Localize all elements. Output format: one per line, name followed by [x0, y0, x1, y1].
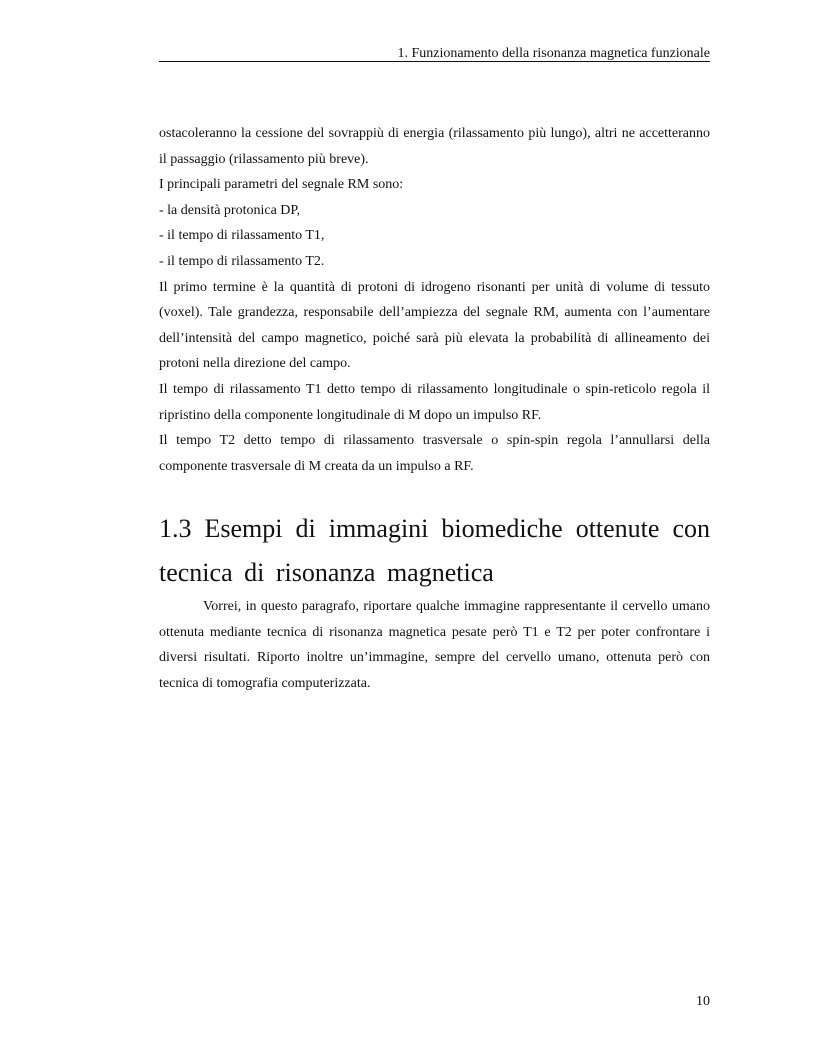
- paragraph-t2: Il tempo T2 detto tempo di rilassamento trasversale o spin-spin regola l’annullarsi della componente trasversale di M creata da un impulso a RF.: [159, 433, 710, 474]
- paragraph-relaxation-intro: ostacoleranno la cessione del sovrappiù di energia (rilassamento più lungo), altri ne accetteranno il passaggio (rilassamento più breve).: [159, 126, 710, 167]
- paragraph-t1: Il tempo di rilassamento T1 detto tempo di rilassamento longitudinale o spin-reticolo regola il ripristino della componente longitudinale di M dopo un impulso RF.: [159, 381, 710, 423]
- list-item-dp: - la densità protonica DP,: [159, 202, 301, 218]
- paragraph-parameters-intro: I principali parametri del segnale RM sono:: [159, 177, 404, 193]
- paragraph-proton-density: Il primo termine è la quantità di protoni di idrogeno risonanti per unità di volume di tessuto (voxel). Tale grandezza, responsabile dell’ampiezza del segnale RM, aumenta con l’aumentare dell’intensità del campo magnetico, poiché sarà più elevata la probabilità di allineamento dei protoni nella direzione del campo.: [159, 279, 710, 372]
- section-heading: 1.3 Esempi di immagini biomediche ottenute con tecnica di risonanza magnetica: [159, 514, 710, 587]
- body-text: [159, 121, 710, 479]
- running-header: 1. Funzionamento della risonanza magnetica funzionale: [397, 46, 710, 61]
- section-paragraph: Vorrei, in questo paragrafo, riportare qualche immagine rappresentante il cervello umano ottenuta mediante tecnica di risonanza magnetica pesate però T1 e T2 per poter confrontare i diversi risultati. Riporto inoltre un’immagine, sempre del cervello umano, ottenuta però con tecnica di tomografia computerizzata.: [159, 599, 710, 691]
- list-item-t2: - il tempo di rilassamento T2.: [159, 253, 325, 269]
- list-item-t1: - il tempo di rilassamento T1,: [159, 228, 325, 244]
- page-number: 10: [696, 994, 710, 1009]
- header-rule: [159, 61, 710, 62]
